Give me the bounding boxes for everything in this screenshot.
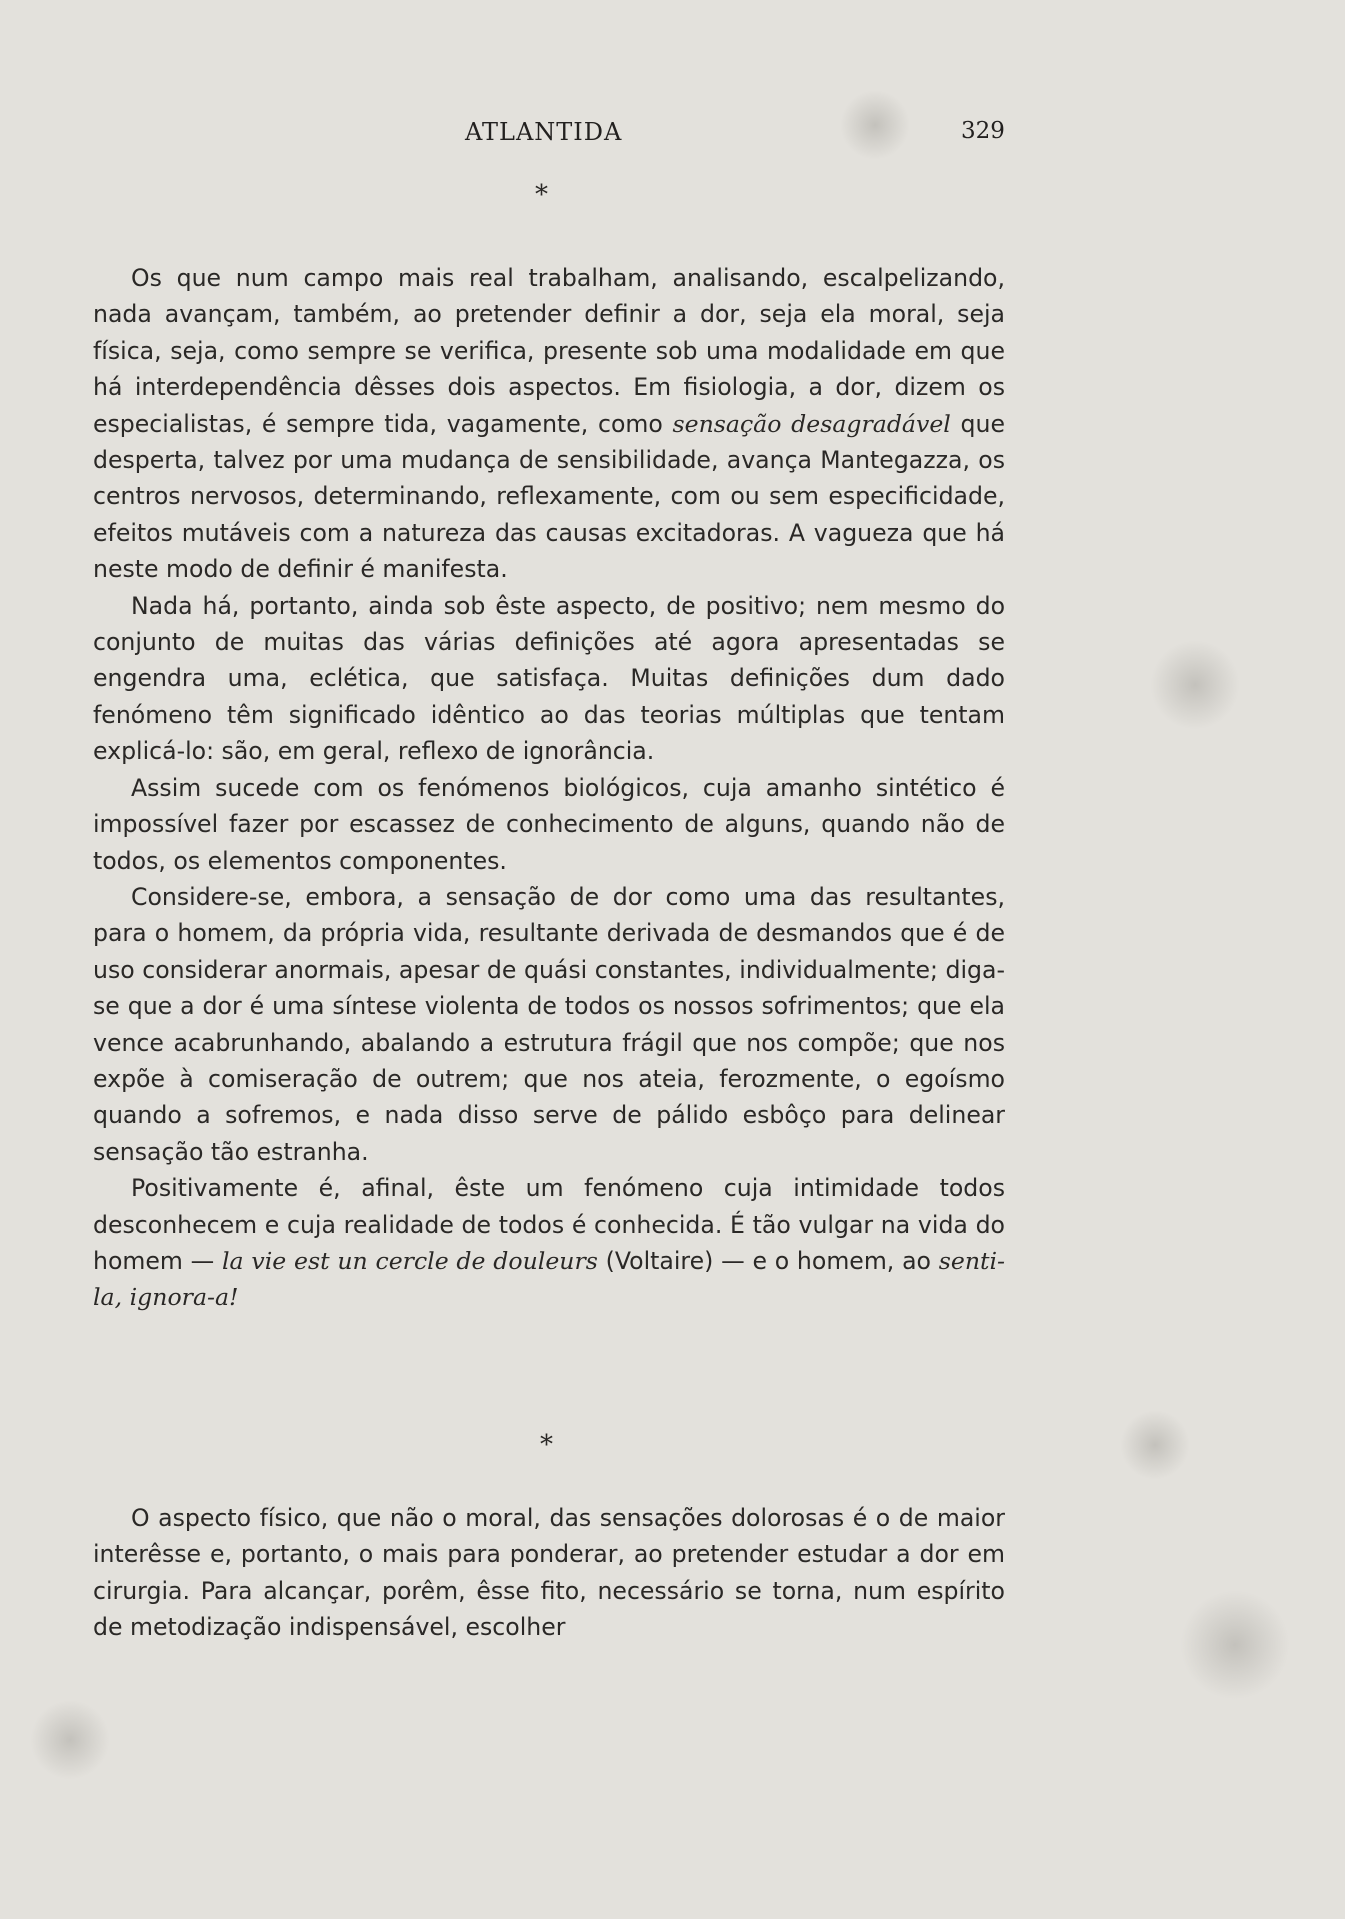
paper-stain bbox=[1150, 640, 1240, 730]
section-separator: * bbox=[535, 180, 548, 210]
section-2-text bbox=[93, 1500, 1005, 1646]
paragraph: O aspecto físico, que não o moral, das sensações dolorosas é o de maior interêsse e, portanto, o mais para ponderar, ao pretender estudar a dor em cirurgia. Para alcançar, porêm, êsse fito, necessário se torna, num espírito de metodização indispensável, escolher bbox=[93, 1504, 1005, 1642]
paper-stain bbox=[1180, 1590, 1290, 1700]
running-title: ATLANTIDA bbox=[465, 118, 623, 146]
paper-stain bbox=[30, 1700, 110, 1780]
italic-phrase: senti-la, ignora-a! bbox=[93, 1246, 1006, 1312]
paragraph: Assim sucede com os fenómenos biológicos, cuja amanho sintético é impossível fazer por escassez de conhecimento de alguns, quando não de todos, os elementos componentes. bbox=[93, 773, 1005, 875]
paper-stain bbox=[1120, 1410, 1190, 1480]
section-separator: * bbox=[540, 1430, 553, 1460]
paragraph: Os que num campo mais real trabalham, analisando, escalpelizando, nada avançam, também, ao pretender definir a dor, seja ela moral, seja física, seja, como sempre se verifica, presente sob uma modalidade em que há interdependência dêsses dois aspectos. Em fisiologia, a dor, dizem os especialistas, é sempre tida, vagamente, como sensação desagradável que desperta, talvez por uma mudança de sensibilidade, avança Mantegazza, os centros nervosos, determinando, reflexamente, com ou sem especificidade, efeitos mutáveis com a natureza das causas excitadoras. A vagueza que há neste modo de definir é manifesta. bbox=[93, 264, 1005, 584]
italic-term: sensação desagradável bbox=[672, 409, 951, 438]
paragraph: Considere-se, embora, a sensação de dor como uma das resultantes, para o homem, da própria vida, resultante derivada de desmandos que é de uso considerar anormais, apesar de quási constantes, individualmente; diga-se que a dor é uma síntese violenta de todos os nossos sofrimentos; que ela vence acabrunhando, abalando a estrutura frágil que nos compõe; que nos expõe à comiseração de outrem; que nos ateia, ferozmente, o egoísmo quando a sofremos, e nada disso serve de pálido esbôço para delinear sensação tão estranha. bbox=[93, 882, 1005, 1166]
paragraph: Nada há, portanto, ainda sob êste aspecto, de positivo; nem mesmo do conjunto de muitas das várias definições até agora apresentadas se engendra uma, eclética, que satisfaça. Muitas definições dum dado fenómeno têm significado idêntico ao das teorias múltiplas que tentam explicá-lo: são, em geral, reflexo de ignorância. bbox=[93, 591, 1005, 766]
page-number: 329 bbox=[961, 118, 1005, 144]
section-1-text bbox=[93, 260, 1005, 1316]
page-header bbox=[0, 118, 1345, 158]
italic-quote: la vie est un cercle de douleurs bbox=[222, 1246, 598, 1275]
paragraph: Positivamente é, afinal, êste um fenómeno cuja intimidade todos desconhecem e cuja realidade de todos é conhecida. É tão vulgar na vida do homem — la vie est un cercle de douleurs (Voltaire) — e o homem, ao senti-la, ignora-a! bbox=[93, 1174, 1006, 1312]
